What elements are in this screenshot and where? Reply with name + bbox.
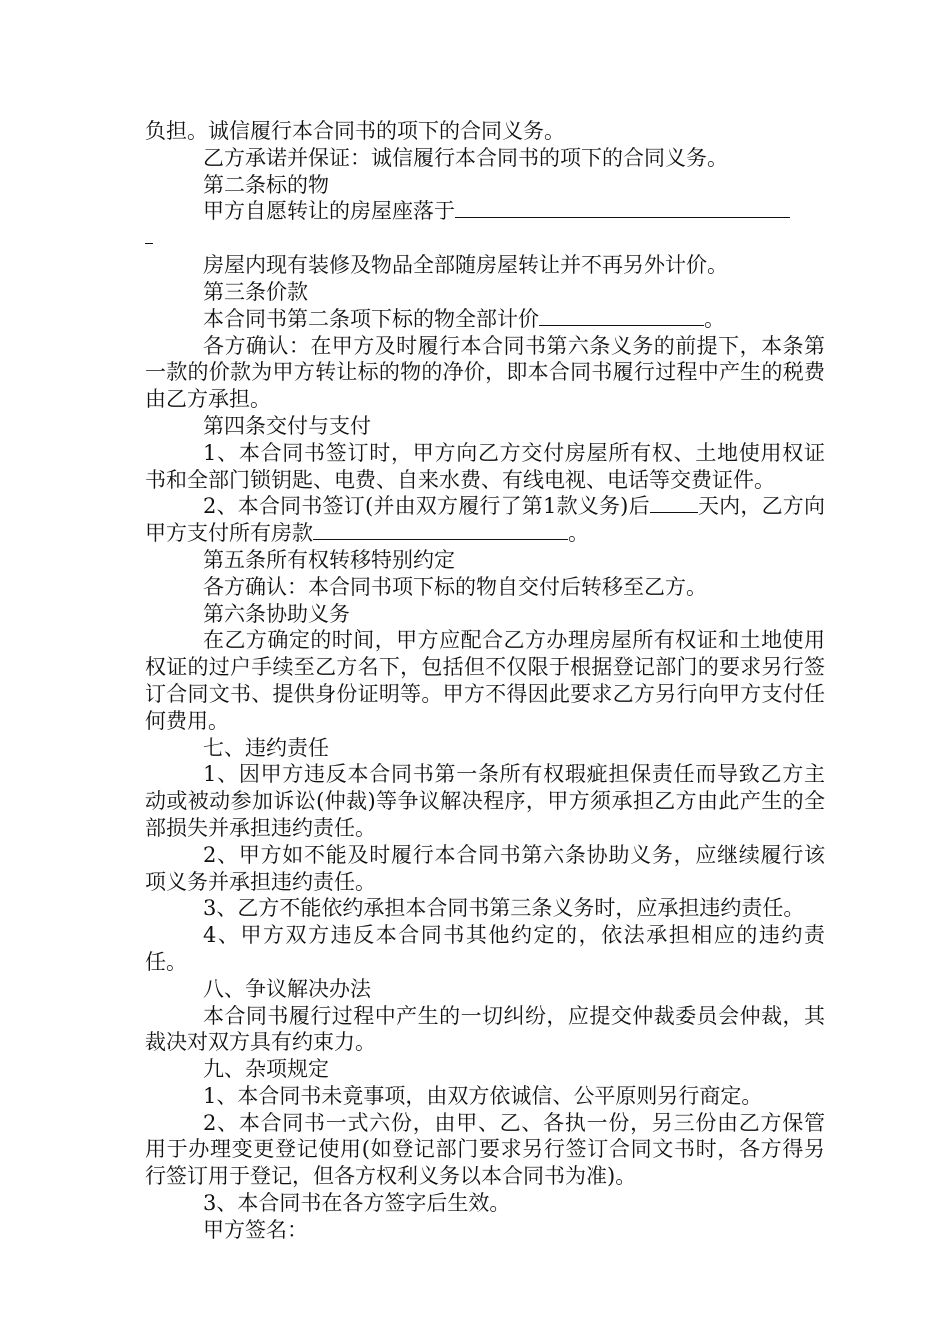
signature-label: 甲方签名： bbox=[203, 1217, 308, 1242]
paragraph-19 bbox=[145, 922, 825, 976]
article-6-heading bbox=[145, 601, 825, 628]
paragraph-text: 各方确认：本合同书项下标的物自交付后转移至乙方。 bbox=[203, 574, 707, 599]
paragraph-1 bbox=[145, 145, 825, 172]
paragraph-text: 在乙方确定的时间，甲方应配合乙方办理房屋所有权证和土地使用权证的过户手续至乙方名下，包括但不仅限于根据登记部门的要求另行签订合同文书、提供身份证明等。甲方不得因此要求乙方另行向甲方支付任何费用。 bbox=[145, 628, 825, 733]
paragraph-9 bbox=[145, 440, 825, 494]
paragraph-text: 2、本合同书签订(并由双方履行了第1款义务)后 bbox=[203, 494, 650, 519]
blank-line-days[interactable] bbox=[650, 494, 698, 513]
paragraph-25 bbox=[145, 1190, 825, 1217]
paragraph-6 bbox=[145, 306, 825, 333]
paragraph-text: 甲方自愿转让的房屋座落于 bbox=[203, 199, 455, 224]
paragraph-23 bbox=[145, 1083, 825, 1110]
article-5-heading bbox=[145, 547, 825, 574]
paragraph-text: 乙方承诺并保证：诚信履行本合同书的项下的合同义务。 bbox=[203, 145, 728, 170]
paragraph-21 bbox=[145, 1003, 825, 1057]
paragraph-16 bbox=[145, 761, 825, 841]
paragraph-text: 2、本合同书一式六份，由甲、乙、各执一份，另三份由乙方保管用于办理变更登记使用(如登记部门要求另行签订合同文书时，各方得另行签订用于登记，但各方权利义务以本合同书为准)。 bbox=[145, 1110, 825, 1189]
suffix-text: 。 bbox=[704, 306, 725, 331]
paragraph-14 bbox=[145, 627, 825, 734]
article-4-heading bbox=[145, 413, 825, 440]
paragraph-text: 4、甲方双方违反本合同书其他约定的，依法承担相应的违约责任。 bbox=[145, 923, 825, 974]
heading-text: 九、杂项规定 bbox=[203, 1057, 329, 1082]
article-2-heading bbox=[145, 172, 825, 199]
heading-text: 八、争议解决办法 bbox=[203, 976, 371, 1001]
blank-line-location[interactable] bbox=[455, 199, 790, 218]
article-3-heading bbox=[145, 279, 825, 306]
paragraph-text: 2、甲方如不能及时履行本合同书第六条协助义务，应继续履行该项义务并承担违约责任。 bbox=[145, 842, 825, 894]
paragraph-3 bbox=[145, 198, 825, 225]
paragraph-17 bbox=[145, 842, 825, 896]
paragraph-text: 负担。诚信履行本合同书的项下的合同义务。 bbox=[145, 119, 565, 143]
paragraph-text: 1、本合同书签订时，甲方向乙方交付房屋所有权、土地使用权证书和全部门锁钥匙、电费、自来水费、有线电视、电话等交费证件。 bbox=[145, 440, 825, 492]
paragraph-10 bbox=[145, 493, 825, 547]
paragraph-text: 1、因甲方违反本合同书第一条所有权瑕疵担保责任而导致乙方主动或被动参加诉讼(仲裁)等争议解决程序，甲方须承担乙方由此产生的全部损失并承担违约责任。 bbox=[145, 762, 825, 840]
heading-text: 第三条价款 bbox=[203, 279, 308, 304]
paragraph-0 bbox=[145, 118, 825, 145]
heading-text: 第四条交付与支付 bbox=[203, 413, 371, 438]
paragraph-18 bbox=[145, 895, 825, 922]
blank-line-payment[interactable] bbox=[313, 521, 568, 540]
paragraph-text: 本合同书履行过程中产生的一切纠纷，应提交仲裁委员会仲裁，其裁决对双方具有约束力。 bbox=[145, 1003, 825, 1055]
paragraph-text: 3、乙方不能依约承担本合同书第三条义务时，应承担违约责任。 bbox=[203, 896, 805, 921]
heading-text: 第六条协助义务 bbox=[203, 601, 350, 626]
paragraph-text: 1、本合同书未竟事项，由双方依诚信、公平原则另行商定。 bbox=[203, 1083, 763, 1108]
paragraph-7 bbox=[145, 333, 825, 413]
paragraph-24 bbox=[145, 1110, 825, 1190]
paragraph-text: 各方确认：在甲方及时履行本合同书第六条义务的前提下，本条第一款的价款为甲方转让标的物的净价，即本合同书履行过程中产生的税费由乙方承担。 bbox=[145, 333, 825, 412]
paragraph-text: 本合同书第二条项下标的物全部计价 bbox=[203, 306, 539, 331]
signature-party-a bbox=[145, 1217, 825, 1244]
article-8-heading bbox=[145, 976, 825, 1003]
paragraph-12 bbox=[145, 574, 825, 601]
blank-line-price[interactable] bbox=[539, 307, 704, 326]
paragraph-text: 房屋内现有装修及物品全部随房屋转让并不再另外计价。 bbox=[203, 253, 728, 278]
blank-line-continuation bbox=[145, 225, 153, 244]
article-7-heading bbox=[145, 735, 825, 762]
heading-text: 第二条标的物 bbox=[203, 172, 329, 197]
article-9-heading bbox=[145, 1056, 825, 1083]
suffix-text: 。 bbox=[568, 521, 589, 546]
document-page bbox=[145, 118, 825, 1244]
paragraph-text: 3、本合同书在各方签字后生效。 bbox=[203, 1191, 511, 1216]
heading-text: 第五条所有权转移特别约定 bbox=[203, 547, 455, 572]
suffix-text: 天内，乙方向甲方支付所有房款 bbox=[145, 494, 825, 546]
paragraph-4 bbox=[145, 252, 825, 279]
heading-text: 七、违约责任 bbox=[203, 735, 329, 760]
